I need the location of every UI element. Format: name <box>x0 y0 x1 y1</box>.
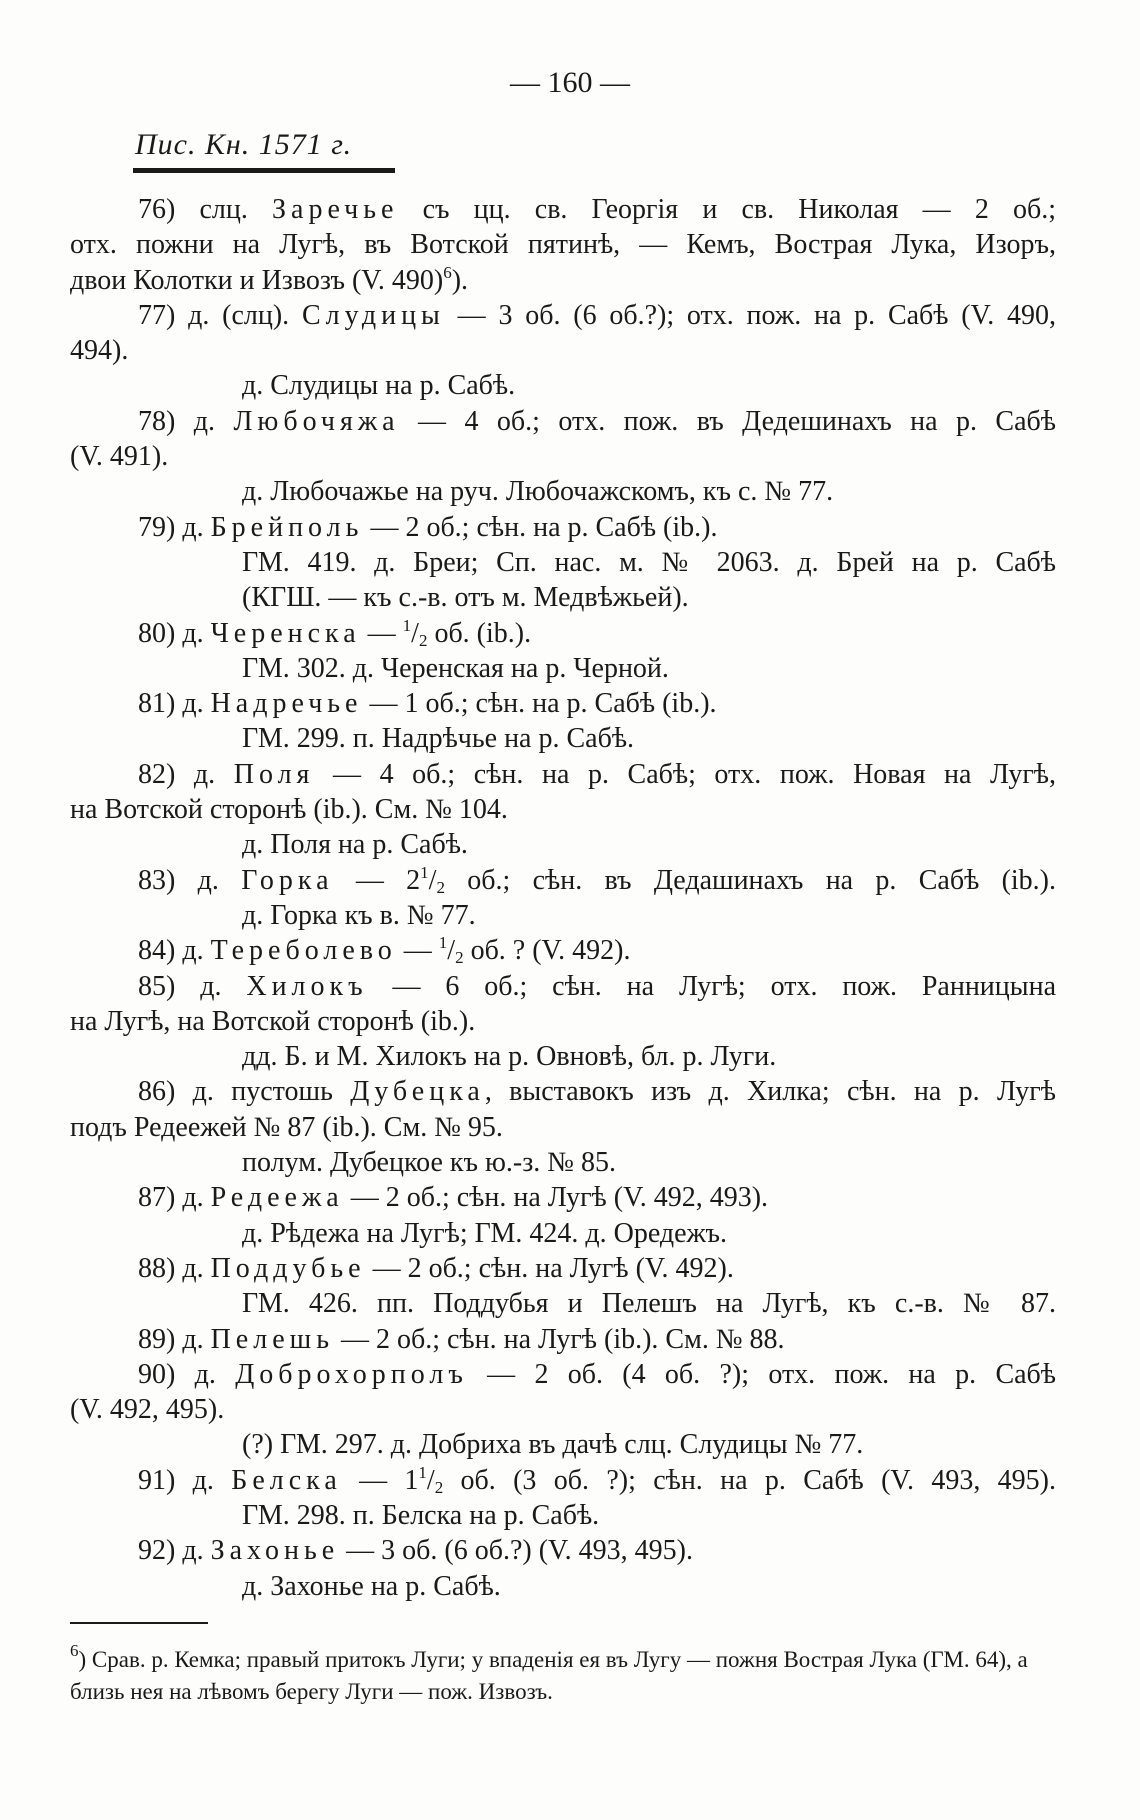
entry-text: 494). <box>70 335 129 367</box>
entry-text: на Лугѣ, на Вотской сторонѣ (ib.). <box>70 1005 476 1037</box>
entry-text: 87) д. <box>138 1182 211 1214</box>
entry-line <box>70 827 1056 862</box>
superscript: 1 <box>438 933 448 953</box>
superscript: 1 <box>418 1462 427 1482</box>
entry-line <box>70 580 1056 615</box>
entry-text: д. Слудицы на р. Сабѣ. <box>242 370 516 402</box>
entry-line <box>70 1286 1056 1321</box>
place-name: Поля <box>233 758 315 790</box>
entry-text: 77) д. (слц). <box>138 299 302 331</box>
entry-text: ГМ. 299. п. Надрѣчье на р. Сабѣ. <box>242 723 635 755</box>
entry-line <box>70 1145 1056 1180</box>
entry-text: ГМ. 426. пп. Поддубья и Пелешъ на Лугѣ, къ с.-в. № 87. <box>242 1288 1056 1320</box>
entry-line <box>70 863 1056 898</box>
entry-line <box>70 1074 1056 1109</box>
entry-text: — 2 об.; сѣн. на Лугѣ (ib.). См. № 88. <box>333 1323 785 1355</box>
entry-text: 79) д. <box>138 511 211 543</box>
entry-line <box>70 1251 1056 1286</box>
entry-line <box>70 263 1056 298</box>
entry-text: ). <box>451 264 469 296</box>
entry-text: (V. 491). <box>70 441 169 473</box>
subscript: 2 <box>436 877 445 897</box>
entry-text: д. Рѣдежа на Лугѣ; ГМ. 424. д. Оредежъ. <box>242 1217 728 1249</box>
entry-list <box>70 192 1056 1604</box>
entry-text: отх. пожни на Лугѣ, въ Вотской пятинѣ, — Кемъ, Вострая Лука, Изоръ, <box>70 229 1056 261</box>
place-name: Черенска <box>210 617 361 649</box>
entry-text: (V. 492, 495). <box>70 1394 225 1426</box>
entry-text: д. Захонье на р. Сабѣ. <box>242 1570 501 1602</box>
entry-line <box>70 1569 1056 1604</box>
entry-line <box>70 1357 1056 1392</box>
entry-line <box>70 1322 1056 1357</box>
entry-line <box>70 1110 1056 1145</box>
entry-text: 85) д. <box>138 970 247 1002</box>
entry-text: / <box>411 617 419 649</box>
entry-text: — 2 об.; сѣн. на Лугѣ (V. 492, 493). <box>343 1182 769 1214</box>
entry-text: / <box>426 1464 435 1496</box>
entry-line <box>70 1533 1056 1568</box>
place-name: Слудицы <box>301 299 445 331</box>
place-name: Любочяжа <box>233 405 400 437</box>
entry-line <box>70 1039 1056 1074</box>
entry-text: — <box>360 617 403 649</box>
entry-line <box>70 1463 1056 1498</box>
entry-line <box>70 969 1056 1004</box>
entry-line <box>70 686 1056 721</box>
superscript: 1 <box>402 615 412 635</box>
entry-line <box>70 616 1056 651</box>
entry-text: подъ Редеежей № 87 (ib.). См. № 95. <box>70 1111 503 1143</box>
entry-line <box>70 333 1056 368</box>
entry-text: — 4 об.; сѣн. на р. Сабѣ; отх. пож. Новая на Лугѣ, <box>314 758 1056 790</box>
entry-text: — 6 об.; сѣн. на Лугѣ; отх. пож. Ранницына <box>367 970 1056 1002</box>
place-name: Хилокъ <box>246 970 368 1002</box>
place-name: Дубецка <box>350 1076 485 1108</box>
entry-line <box>70 792 1056 827</box>
place-name: Тереболево <box>210 935 397 967</box>
entry-text: ГМ. 298. п. Белска на р. Сабѣ. <box>242 1499 600 1531</box>
entry-text: 92) д. <box>138 1535 211 1567</box>
entry-line <box>70 1180 1056 1215</box>
entry-line <box>70 1004 1056 1039</box>
entry-text: д. Горка къ в. № 77. <box>242 899 476 931</box>
entry-text: ГМ. 302. д. Черенская на р. Черной. <box>242 652 669 684</box>
entry-line <box>70 1392 1056 1427</box>
subscript: 2 <box>418 630 428 650</box>
entry-line <box>70 192 1056 227</box>
entry-text: 82) д. <box>138 758 234 790</box>
footnote <box>70 1641 1056 1708</box>
entry-text: (?) ГМ. 297. д. Добриха въ дачѣ слц. Слудицы № 77. <box>242 1429 864 1461</box>
entry-line <box>70 545 1056 580</box>
entry-line <box>70 933 1056 968</box>
place-name: Пелешь <box>210 1323 334 1355</box>
entry-line <box>70 757 1056 792</box>
footnote-text: ) Срав. р. Кемка; правый притокъ Луги; у впаденія ея въ Лугу — пожня Вострая Лука (ГМ. 64), а близь нея на лѣвомъ берегу Луги — пож. Извозъ. <box>70 1647 1028 1704</box>
entry-text: 91) д. <box>138 1464 232 1496</box>
entry-line <box>70 227 1056 262</box>
superscript: 6 <box>443 262 452 282</box>
entry-text: — 3 об. (6 об.?); отх. пож. на р. Сабѣ (V. 490, <box>444 299 1056 331</box>
entry-text: дд. Б. и М. Хилокъ на р. Овновѣ, бл. р. Луги. <box>242 1041 777 1073</box>
entry-line <box>70 404 1056 439</box>
entry-line <box>70 898 1056 933</box>
place-name: Надречье <box>210 688 363 720</box>
entry-text: — 2 об.; сѣн. на Лугѣ (V. 492). <box>365 1252 734 1284</box>
place-name: Заречье <box>272 194 399 225</box>
place-name: Захонье <box>210 1535 340 1567</box>
entry-text: — 2 об.; сѣн. на р. Сабѣ (ib.). <box>363 511 718 543</box>
entry-line <box>70 298 1056 333</box>
entry-text: съ цц. св. Георгія и св. Николая — 2 об.; <box>398 194 1056 225</box>
place-name: Редеежа <box>210 1182 344 1214</box>
header-rule <box>133 168 395 173</box>
entry-text: об.; сѣн. въ Дедашинахъ на р. Сабѣ (ib.). <box>444 864 1056 896</box>
place-name: Горка <box>241 864 334 896</box>
entry-line <box>70 474 1056 509</box>
entry-text: 78) д. <box>138 405 234 437</box>
entry-text: ГМ. 419. д. Бреи; Сп. нас. м. № 2063. д. Брей на р. Сабѣ <box>242 546 1056 578</box>
entry-text: — 2 об. (4 об. ?); отх. пож. на р. Сабѣ <box>467 1358 1056 1390</box>
entry-text: — 1 об.; сѣн. на р. Сабѣ (ib.). <box>362 688 717 720</box>
footnote-rule <box>70 1622 208 1624</box>
entry-text: — <box>396 935 439 967</box>
entry-text: об. (3 об. ?); сѣн. на р. Сабѣ (V. 493, 495). <box>443 1464 1056 1496</box>
entry-text: — 2 <box>333 864 421 896</box>
entry-text: / <box>428 864 437 896</box>
running-head: Пис. Кн. 1571 г. <box>135 128 353 161</box>
entry-line <box>70 1427 1056 1462</box>
entry-text: / <box>447 935 456 967</box>
entry-text: — 3 об. (6 об.?) (V. 493, 495). <box>339 1535 693 1567</box>
entry-text: 88) д. <box>138 1252 211 1284</box>
entry-text: , выставокъ изъ д. Хилка; сѣн. на р. Лугѣ <box>484 1076 1056 1108</box>
place-name: Доброхорполъ <box>235 1358 468 1390</box>
entry-text: на Вотской сторонѣ (ib.). См. № 104. <box>70 794 508 826</box>
entry-text: 90) д. <box>138 1358 236 1390</box>
entry-line <box>70 1498 1056 1533</box>
entry-text: — 4 об.; отх. пож. въ Дедешинахъ на р. Сабѣ <box>399 405 1056 437</box>
page-number: — 160 — <box>510 66 630 99</box>
entry-text: 89) д. <box>138 1323 211 1355</box>
entry-line <box>70 1216 1056 1251</box>
entry-text: (КГШ. — къ с.-в. отъ м. Медвѣжьей). <box>242 582 689 614</box>
entry-text: — 1 <box>341 1464 419 1496</box>
entry-text: 83) д. <box>138 864 242 896</box>
entry-line <box>70 651 1056 686</box>
place-name: Брейполь <box>210 511 364 543</box>
place-name: Белска <box>231 1464 342 1496</box>
entry-text: 81) д. <box>138 688 211 720</box>
entry-text: 84) д. <box>138 935 211 967</box>
entry-text: 86) д. пустошь <box>138 1076 351 1108</box>
subscript: 2 <box>455 948 464 968</box>
entry-text: об. ? (V. 492). <box>463 935 631 967</box>
subscript: 2 <box>434 1477 444 1497</box>
entry-line <box>70 439 1056 474</box>
entry-text: полум. Дубецкое къ ю.-з. № 85. <box>242 1147 617 1179</box>
entry-text: 80) д. <box>138 617 211 649</box>
place-name: Поддубье <box>210 1252 366 1284</box>
entry-text: 76) слц. <box>138 194 272 225</box>
entry-text: двои Колотки и Извозъ (V. 490) <box>70 264 444 296</box>
footnote-marker: 6 <box>70 1641 79 1660</box>
superscript: 1 <box>420 862 429 882</box>
entry-line <box>70 368 1056 403</box>
entry-text: д. Поля на р. Сабѣ. <box>242 829 468 861</box>
entry-line <box>70 721 1056 756</box>
entry-text: об. (ib.). <box>427 617 532 649</box>
entry-text: д. Любочажье на руч. Любочажскомъ, къ с. № 77. <box>242 476 834 508</box>
entry-line <box>70 510 1056 545</box>
